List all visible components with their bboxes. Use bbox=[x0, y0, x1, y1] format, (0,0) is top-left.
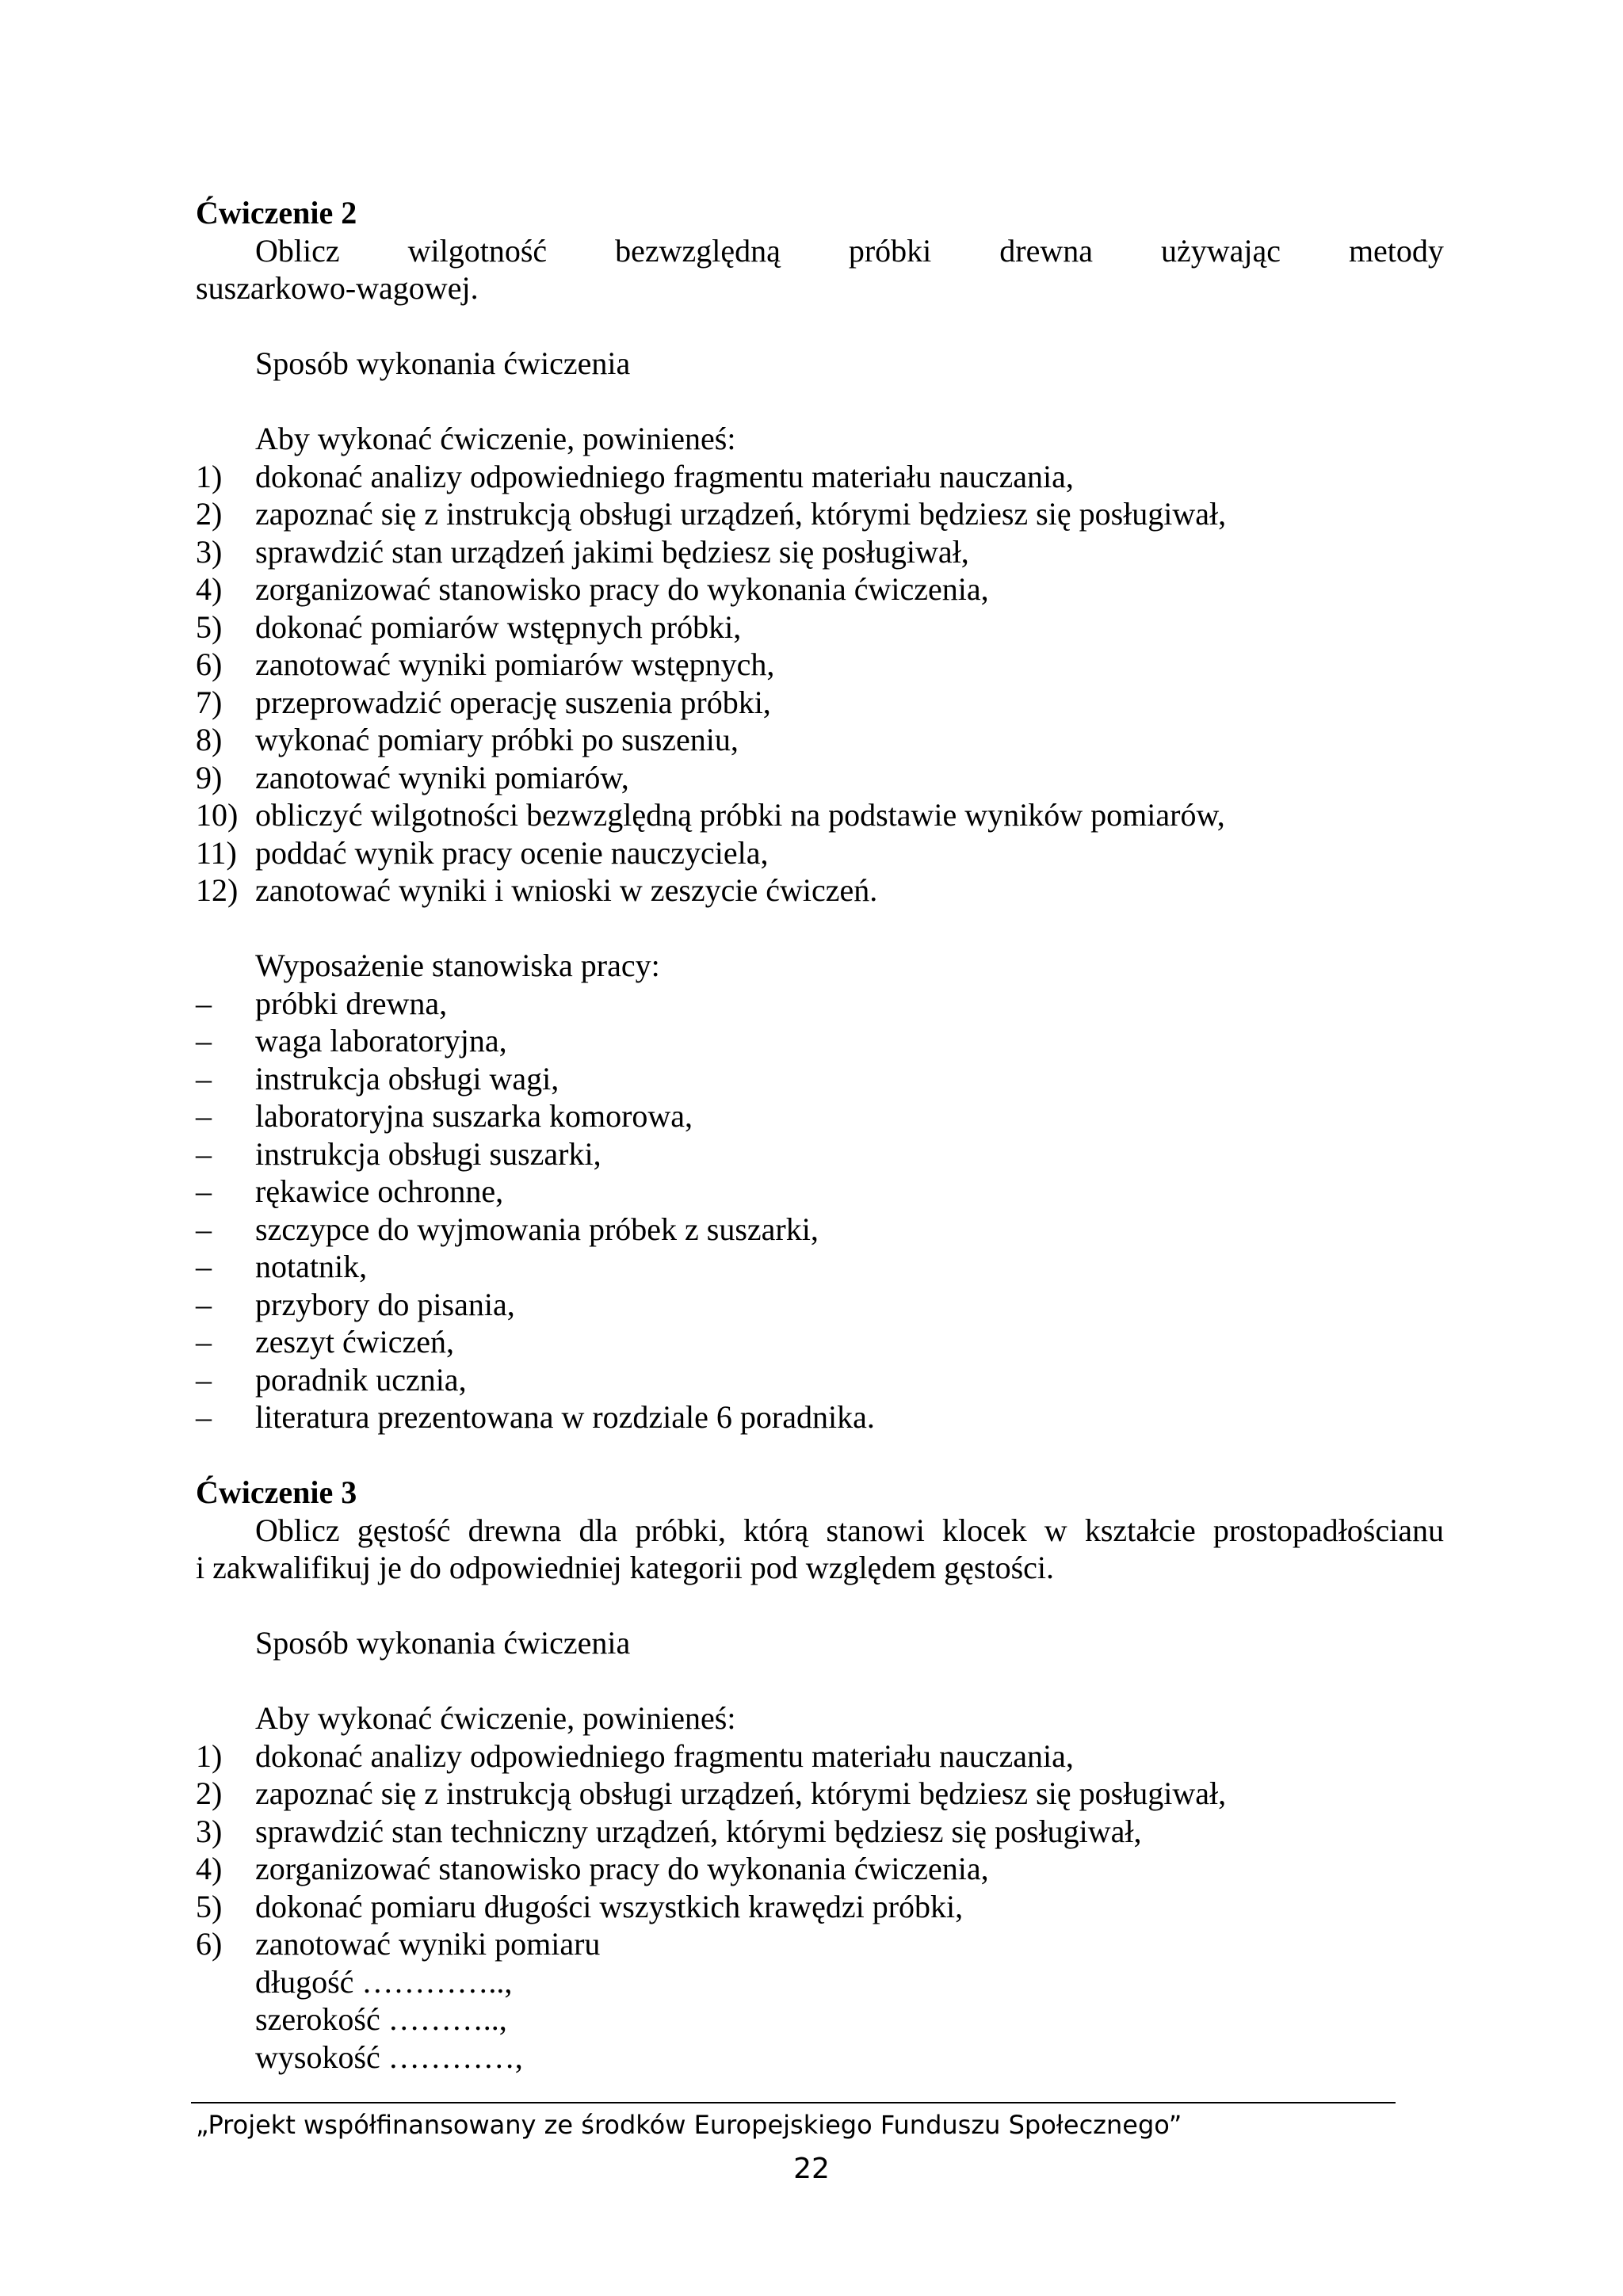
list-item bbox=[196, 495, 1444, 533]
item-number: 1) bbox=[196, 1737, 223, 1774]
item-text: zeszyt ćwiczeń, bbox=[255, 1324, 454, 1360]
task-word: Oblicz bbox=[255, 232, 340, 269]
list-item bbox=[196, 871, 1444, 910]
item-number: 7) bbox=[196, 684, 223, 720]
item-text: instrukcja obsługi suszarki, bbox=[255, 1135, 601, 1172]
list-item bbox=[196, 1211, 1444, 1249]
bullet: – bbox=[196, 1023, 212, 1058]
item-number: 8) bbox=[196, 722, 223, 757]
exercise-2-steps-intro: Aby wykonać ćwiczenie, powinieneś: bbox=[255, 421, 736, 456]
item-text: dokonać analizy odpowiedniego fragmentu materiału nauczania, bbox=[255, 1737, 1074, 1774]
list-item bbox=[196, 834, 1444, 872]
item-number: 3) bbox=[196, 533, 223, 570]
item-text: dokonać pomiaru długości wszystkich krawędzi próbki, bbox=[255, 1888, 964, 1924]
exercise-3-heading: Ćwiczenie 3 bbox=[196, 1474, 357, 1510]
task-word: w bbox=[1044, 1512, 1067, 1548]
list-item bbox=[196, 1850, 1444, 1888]
list-item bbox=[196, 1286, 1444, 1324]
list-item bbox=[196, 570, 1444, 608]
list-item bbox=[196, 533, 1444, 571]
item-text: laboratoryjna suszarka komorowa, bbox=[255, 1098, 693, 1134]
item-text: zanotować wyniki pomiarów, bbox=[255, 759, 629, 795]
measurement-height: wysokość …………, bbox=[255, 2039, 523, 2075]
list-item bbox=[196, 1925, 1444, 1963]
task-word: klocek bbox=[942, 1512, 1027, 1548]
exercise-2-equipment-intro: Wyposażenie stanowiska pracy: bbox=[255, 948, 660, 983]
task-word: Oblicz bbox=[255, 1512, 340, 1548]
measurement-length: długość ………….., bbox=[255, 1963, 513, 2000]
list-item bbox=[196, 796, 1444, 834]
task-word: drewna bbox=[999, 232, 1093, 269]
list-item bbox=[196, 646, 1444, 684]
bullet: – bbox=[196, 1211, 212, 1247]
list-item bbox=[196, 1248, 1444, 1286]
bullet: – bbox=[196, 1249, 212, 1284]
item-number: 12) bbox=[196, 872, 239, 908]
item-number: 2) bbox=[196, 496, 223, 532]
item-text: próbki drewna, bbox=[255, 985, 448, 1021]
task-word: drewna bbox=[468, 1512, 562, 1548]
exercise-3-steps-list bbox=[196, 1737, 1444, 1963]
item-number: 9) bbox=[196, 759, 223, 795]
task-word: którą bbox=[743, 1512, 809, 1548]
item-number: 6) bbox=[196, 646, 223, 682]
list-item bbox=[196, 1888, 1444, 1926]
list-item bbox=[196, 608, 1444, 646]
measurement-width: szerokość ……….., bbox=[255, 2001, 507, 2037]
list-item bbox=[196, 1135, 1444, 1173]
item-text: notatnik, bbox=[255, 1249, 368, 1284]
exercise-3-method-title: Sposób wykonania ćwiczenia bbox=[255, 1625, 631, 1661]
bullet: – bbox=[196, 1135, 212, 1172]
item-text: poddać wynik pracy ocenie nauczyciela, bbox=[255, 834, 769, 871]
list-item bbox=[196, 985, 1444, 1023]
item-number: 1) bbox=[196, 458, 223, 494]
item-number: 5) bbox=[196, 1888, 223, 1924]
bullet: – bbox=[196, 1060, 212, 1097]
task-word: gęstość bbox=[357, 1512, 451, 1548]
item-text: dokonać analizy odpowiedniego fragmentu materiału nauczania, bbox=[255, 458, 1074, 494]
exercise-2-task-line-2: suszarkowo-wagowej. bbox=[196, 270, 479, 306]
page-content bbox=[196, 194, 1444, 2076]
task-word: kształcie bbox=[1084, 1512, 1196, 1548]
list-item bbox=[196, 1060, 1444, 1098]
item-number: 4) bbox=[196, 1851, 223, 1886]
item-text: zapoznać się z instrukcją obsługi urządzeń, którymi będziesz się posługiwał, bbox=[255, 1775, 1227, 1811]
bullet: – bbox=[196, 1286, 212, 1322]
item-text: instrukcja obsługi wagi, bbox=[255, 1060, 559, 1097]
bullet: – bbox=[196, 1399, 212, 1435]
list-item bbox=[196, 1323, 1444, 1361]
item-text: zorganizować stanowisko pracy do wykonania ćwiczenia, bbox=[255, 1851, 989, 1886]
exercise-3-task-line-1 bbox=[196, 1512, 1444, 1550]
item-number: 6) bbox=[196, 1926, 223, 1962]
item-text: przeprowadzić operację suszenia próbki, bbox=[255, 684, 771, 720]
exercise-2-task-line-1 bbox=[196, 232, 1444, 270]
exercise-2-method-title: Sposób wykonania ćwiczenia bbox=[255, 345, 631, 381]
list-item bbox=[196, 1737, 1444, 1775]
list-item bbox=[196, 721, 1444, 759]
bullet: – bbox=[196, 985, 212, 1021]
task-word: dla bbox=[579, 1512, 618, 1548]
item-number: 4) bbox=[196, 571, 223, 607]
item-number: 5) bbox=[196, 608, 223, 645]
task-word: próbki bbox=[848, 232, 932, 269]
list-item bbox=[196, 759, 1444, 797]
item-text: literatura prezentowana w rozdziale 6 poradnika. bbox=[255, 1399, 875, 1435]
item-text: zanotować wyniki i wnioski w zeszycie ćwiczeń. bbox=[255, 872, 878, 908]
task-word: używając bbox=[1160, 232, 1281, 269]
item-text: zanotować wyniki pomiaru bbox=[255, 1926, 601, 1962]
list-item bbox=[196, 1173, 1444, 1211]
bullet: – bbox=[196, 1098, 212, 1134]
list-item bbox=[196, 1022, 1444, 1060]
item-number: 3) bbox=[196, 1813, 223, 1849]
item-text: sprawdzić stan urządzeń jakimi będziesz się posługiwał, bbox=[255, 533, 969, 570]
task-word: próbki, bbox=[635, 1512, 726, 1548]
item-text: dokonać pomiarów wstępnych próbki, bbox=[255, 608, 742, 645]
list-item bbox=[196, 1097, 1444, 1135]
list-item bbox=[196, 458, 1444, 496]
list-item bbox=[196, 1775, 1444, 1813]
item-number: 11) bbox=[196, 834, 237, 871]
list-item bbox=[196, 1361, 1444, 1399]
task-word: prostopadłościanu bbox=[1212, 1512, 1444, 1548]
footer-text: „Projekt współfinansowany ze środków Europejskiego Funduszu Społecznego” bbox=[196, 2110, 1182, 2140]
exercise-3-steps-intro: Aby wykonać ćwiczenie, powinieneś: bbox=[255, 1700, 736, 1736]
item-text: obliczyć wilgotności bezwzględną próbki na podstawie wyników pomiarów, bbox=[255, 797, 1225, 833]
item-text: rękawice ochronne, bbox=[255, 1173, 504, 1209]
exercise-2-equipment-list bbox=[196, 985, 1444, 1436]
item-text: zanotować wyniki pomiarów wstępnych, bbox=[255, 646, 775, 682]
item-number: 10) bbox=[196, 797, 239, 833]
item-text: zapoznać się z instrukcją obsługi urządzeń, którymi będziesz się posługiwał, bbox=[255, 496, 1227, 532]
item-text: szczypce do wyjmowania próbek z suszarki, bbox=[255, 1211, 819, 1247]
exercise-2-heading: Ćwiczenie 2 bbox=[196, 195, 357, 231]
item-text: poradnik ucznia, bbox=[255, 1361, 467, 1398]
item-text: zorganizować stanowisko pracy do wykonania ćwiczenia, bbox=[255, 571, 989, 607]
item-text: sprawdzić stan techniczny urządzeń, którymi będziesz się posługiwał, bbox=[255, 1813, 1142, 1849]
exercise-2-steps-list bbox=[196, 458, 1444, 910]
task-word: wilgotność bbox=[407, 232, 548, 269]
item-text: wykonać pomiary próbki po suszeniu, bbox=[255, 722, 739, 757]
list-item bbox=[196, 684, 1444, 722]
exercise-3-measurements bbox=[196, 1963, 1444, 2077]
exercise-3-task-line-2: i zakwalifikuj je do odpowiedniej kategorii pod względem gęstości. bbox=[196, 1550, 1055, 1585]
task-word: metody bbox=[1348, 232, 1444, 269]
bullet: – bbox=[196, 1324, 212, 1360]
bullet: – bbox=[196, 1361, 212, 1398]
item-text: przybory do pisania, bbox=[255, 1286, 515, 1322]
page-number: 22 bbox=[793, 2153, 830, 2185]
task-word: bezwzględną bbox=[615, 232, 781, 269]
bullet: – bbox=[196, 1173, 212, 1209]
footer-divider bbox=[191, 2102, 1396, 2103]
task-word: stanowi bbox=[826, 1512, 925, 1548]
list-item bbox=[196, 1398, 1444, 1436]
item-text: waga laboratoryjna, bbox=[255, 1023, 507, 1058]
list-item bbox=[196, 1813, 1444, 1851]
item-number: 2) bbox=[196, 1775, 223, 1811]
